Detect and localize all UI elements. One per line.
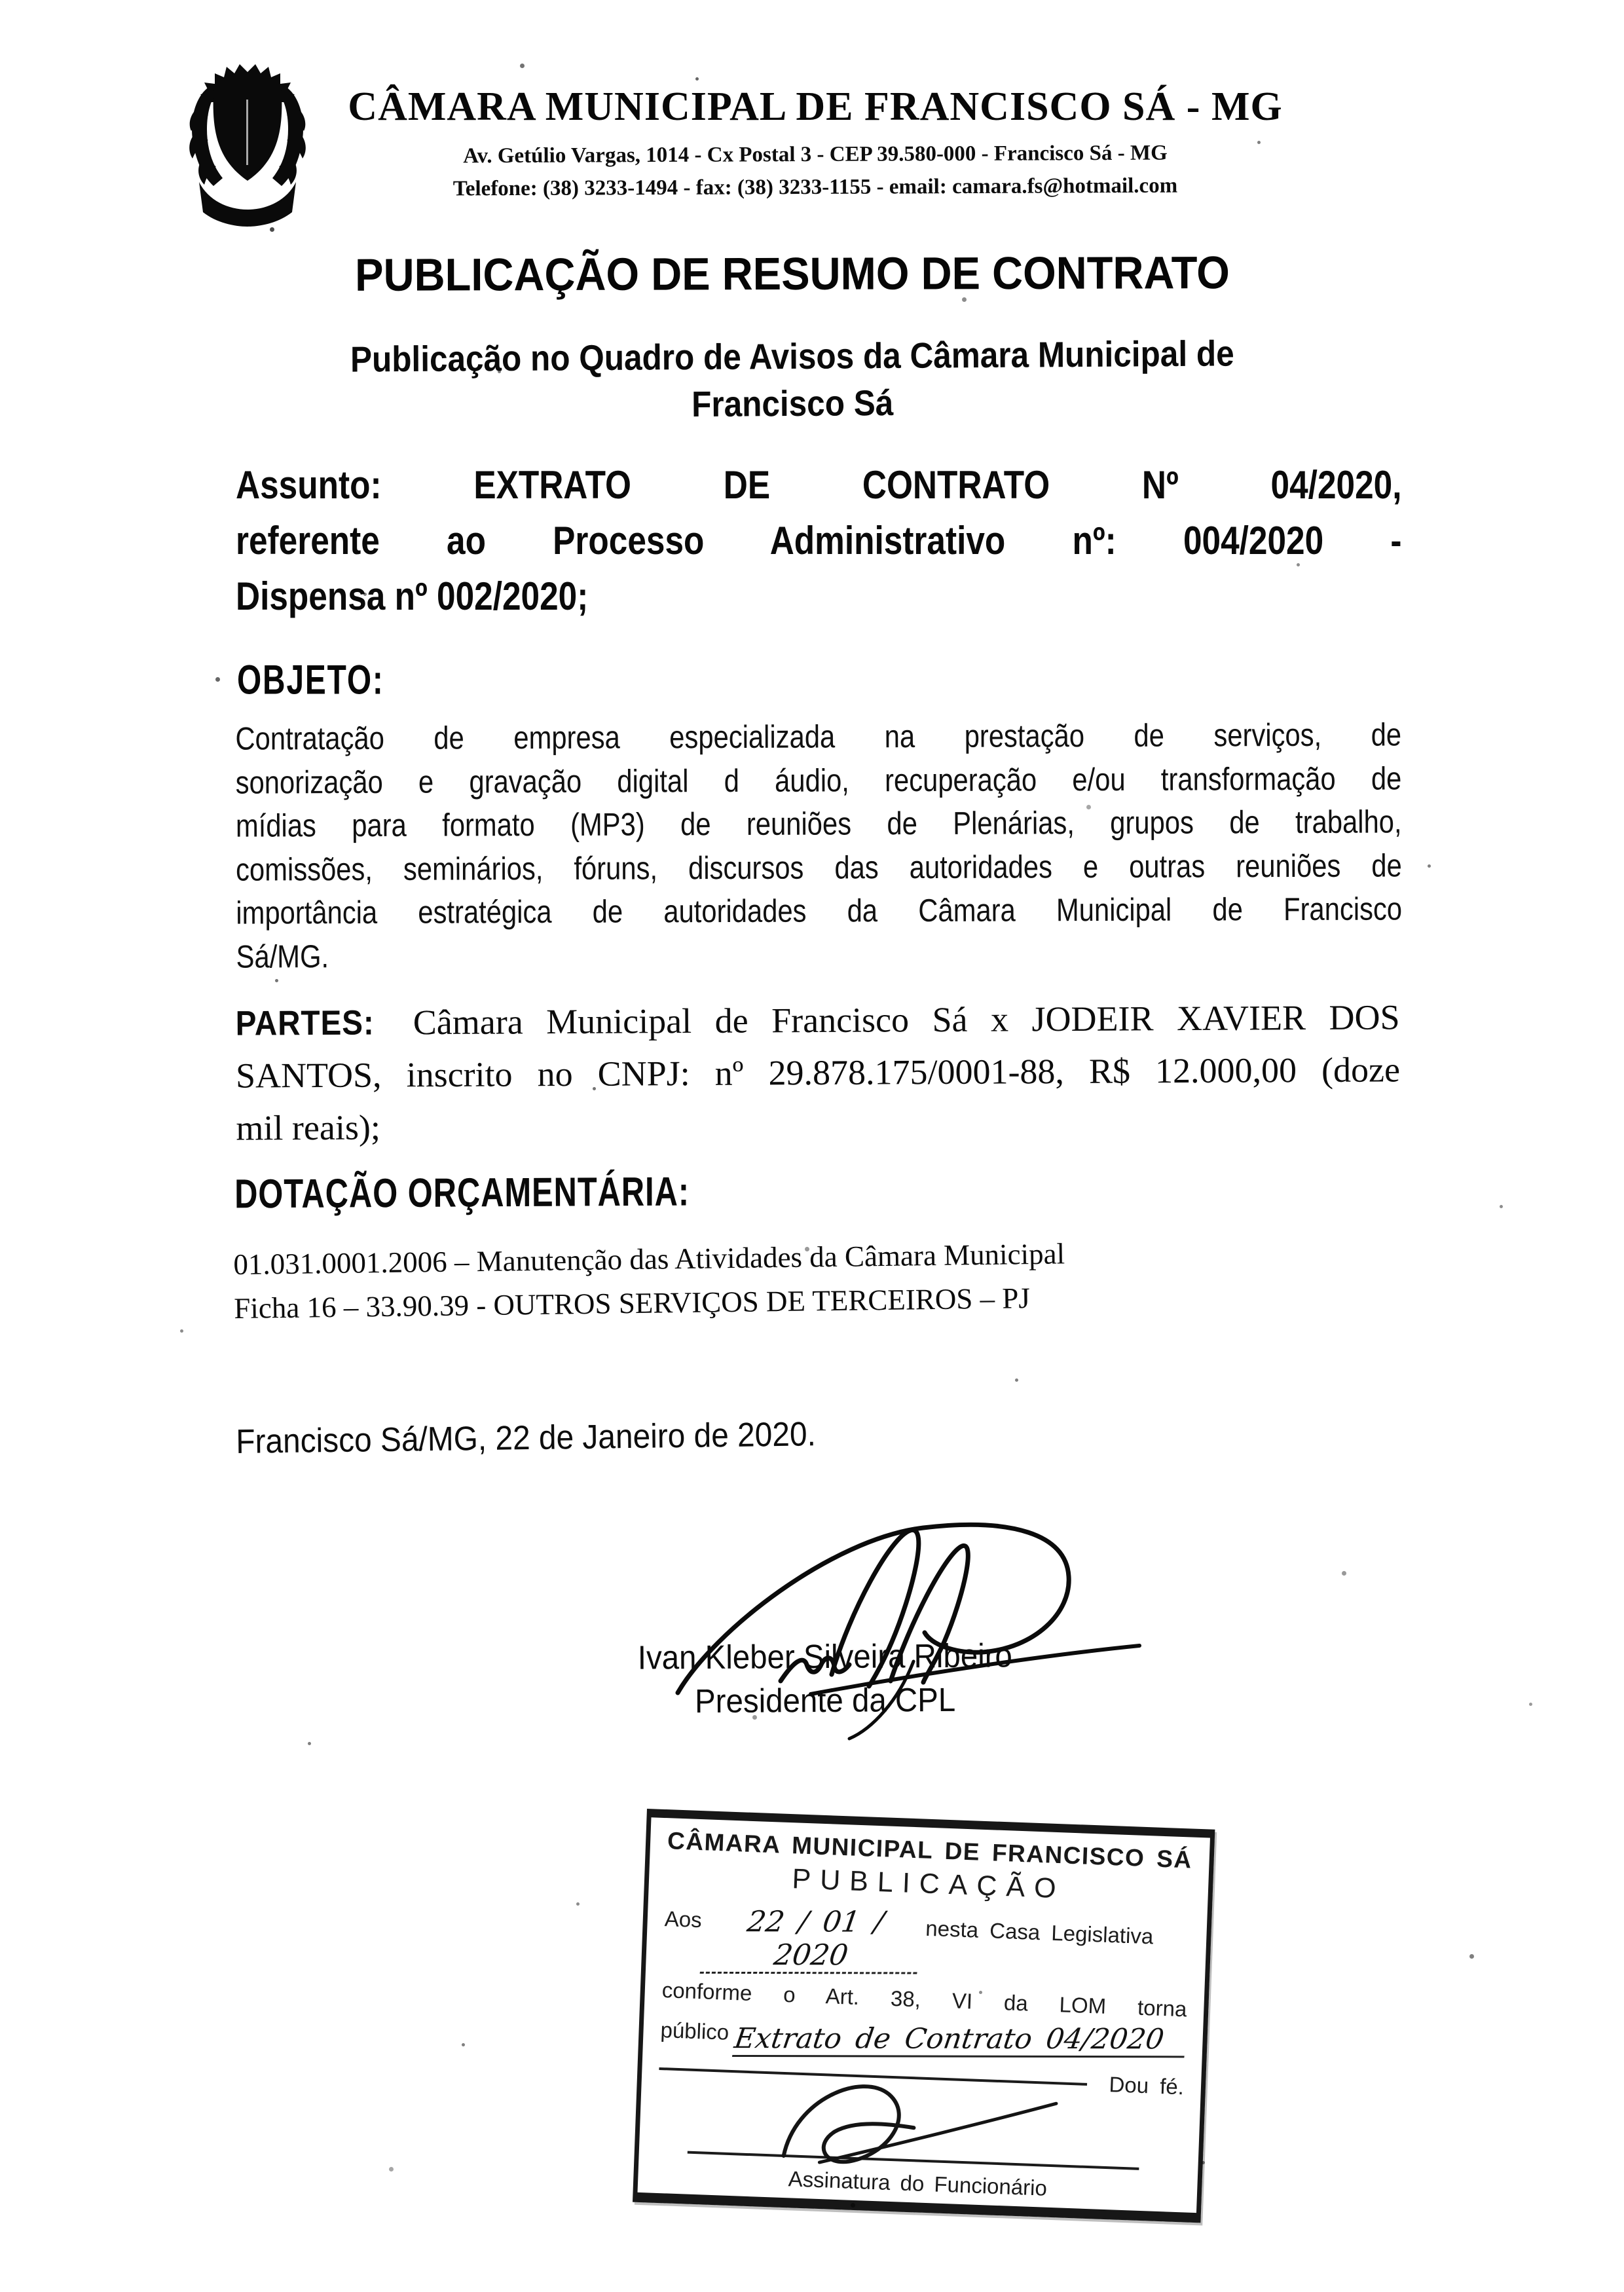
- publication-stamp: [633, 1809, 1215, 2223]
- text-line: sonorização e gravação digital d áudio, recuperação e/ou transformação de: [235, 760, 1402, 801]
- org-name: CÂMARA MUNICIPAL DE FRANCISCO SÁ - MG: [348, 84, 1283, 129]
- text-line: mídias para formato (MP3) de reuniões de Plenárias, grupos de trabalho,: [235, 804, 1402, 844]
- stamp-signature-handwriting: [734, 2056, 1079, 2179]
- stamp-signature-zone: [655, 2083, 1183, 2179]
- partes-label: PARTES:: [235, 1003, 375, 1043]
- text-line: 01.031.0001.2006 – Manutenção das Atividades da Câmara Municipal: [233, 1237, 1065, 1281]
- text-line: SANTOS, inscrito no CNPJ: nº 29.878.175/0001-88, R$ 12.000,00 (doze: [235, 1050, 1401, 1096]
- dotacao-details: [233, 1232, 1065, 1331]
- stamp-publico-label: público: [659, 2017, 729, 2044]
- objeto-heading: OBJETO:: [237, 657, 384, 703]
- document-subtitle: [97, 328, 1488, 432]
- stamp-handwritten-date: 22 / 01 / 2020: [699, 1905, 927, 1974]
- stamp-doufe-label: Dou fé.: [1108, 2072, 1185, 2099]
- stamp-aos-label: Aos: [664, 1906, 703, 1932]
- stamp-title: PUBLICAÇÃO: [791, 1863, 1066, 1905]
- partes-paragraph: [235, 991, 1400, 1154]
- dateline: Francisco Sá/MG, 22 de Janeiro de 2020.: [236, 1415, 817, 1461]
- org-contact: Telefone: (38) 3233-1494 - fax: (38) 3233-1155 - email: camara.fs@hotmail.com: [452, 174, 1178, 201]
- text-line: importância estratégica de autoridades da Câmara Municipal de Francisco: [236, 891, 1403, 931]
- text-line: Ficha 16 – 33.90.39 - OUTROS SERVIÇOS DE TERCEIROS – PJ: [233, 1282, 1031, 1325]
- subtitle-line: Francisco Sá: [691, 382, 894, 425]
- signer-role: Presidente da CPL: [694, 1680, 956, 1720]
- document-title: PUBLICAÇÃO DE RESUMO DE CONTRATO: [355, 247, 1230, 301]
- text-line: mil reais);: [236, 1107, 381, 1148]
- partes-text: Câmara Municipal de Francisco Sá x JODEIR XAVIER DOS: [413, 997, 1400, 1043]
- dotacao-heading: DOTAÇÃO ORÇAMENTÁRIA:: [234, 1169, 690, 1217]
- stamp-org-name: CÂMARA MUNICIPAL DE FRANCISCO SÁ: [667, 1827, 1193, 1874]
- text-line: [235, 991, 1399, 1049]
- text-line: Contratação de empresa especializada na prestação de serviços, de: [235, 717, 1402, 757]
- text-line: referente ao Processo Administrativo nº: 004/2020 -: [236, 519, 1402, 563]
- stamp-conforme-text: conforme o Art. 38, VI da LOM torna: [661, 1978, 1188, 2022]
- text-line: Assunto: EXTRATO DE CONTRATO Nº 04/2020,: [236, 463, 1402, 507]
- stamp-date-row: [663, 1900, 1190, 1987]
- signer-name: Ivan Kleber Silveira Ribeiro: [637, 1636, 1013, 1676]
- stamp-aos-suffix: nesta Casa Legislativa: [925, 1915, 1154, 1949]
- coat-of-arms-logo: [182, 60, 313, 229]
- text-line: comissões, seminários, fóruns, discursos das autoridades e outras reuniões de: [236, 847, 1402, 888]
- signature-handwriting: [616, 1477, 1159, 1752]
- stamp-assinatura-label: Assinatura do Funcionário: [788, 2166, 1048, 2200]
- org-address: Av. Getúlio Vargas, 1014 - Cx Postal 3 - CEP 39.580-000 - Francisco Sá - MG: [463, 141, 1168, 168]
- subtitle-line: Publicação no Quadro de Avisos da Câmara Municipal de: [350, 333, 1234, 380]
- stamp-handwritten-subject: Extrato de Contrato 04/2020: [732, 2022, 1189, 2058]
- assunto-paragraph: [236, 457, 1598, 624]
- objeto-paragraph: [235, 712, 1604, 978]
- text-line: Dispensa nº 002/2020;: [236, 574, 589, 618]
- text-line: Sá/MG.: [236, 938, 329, 975]
